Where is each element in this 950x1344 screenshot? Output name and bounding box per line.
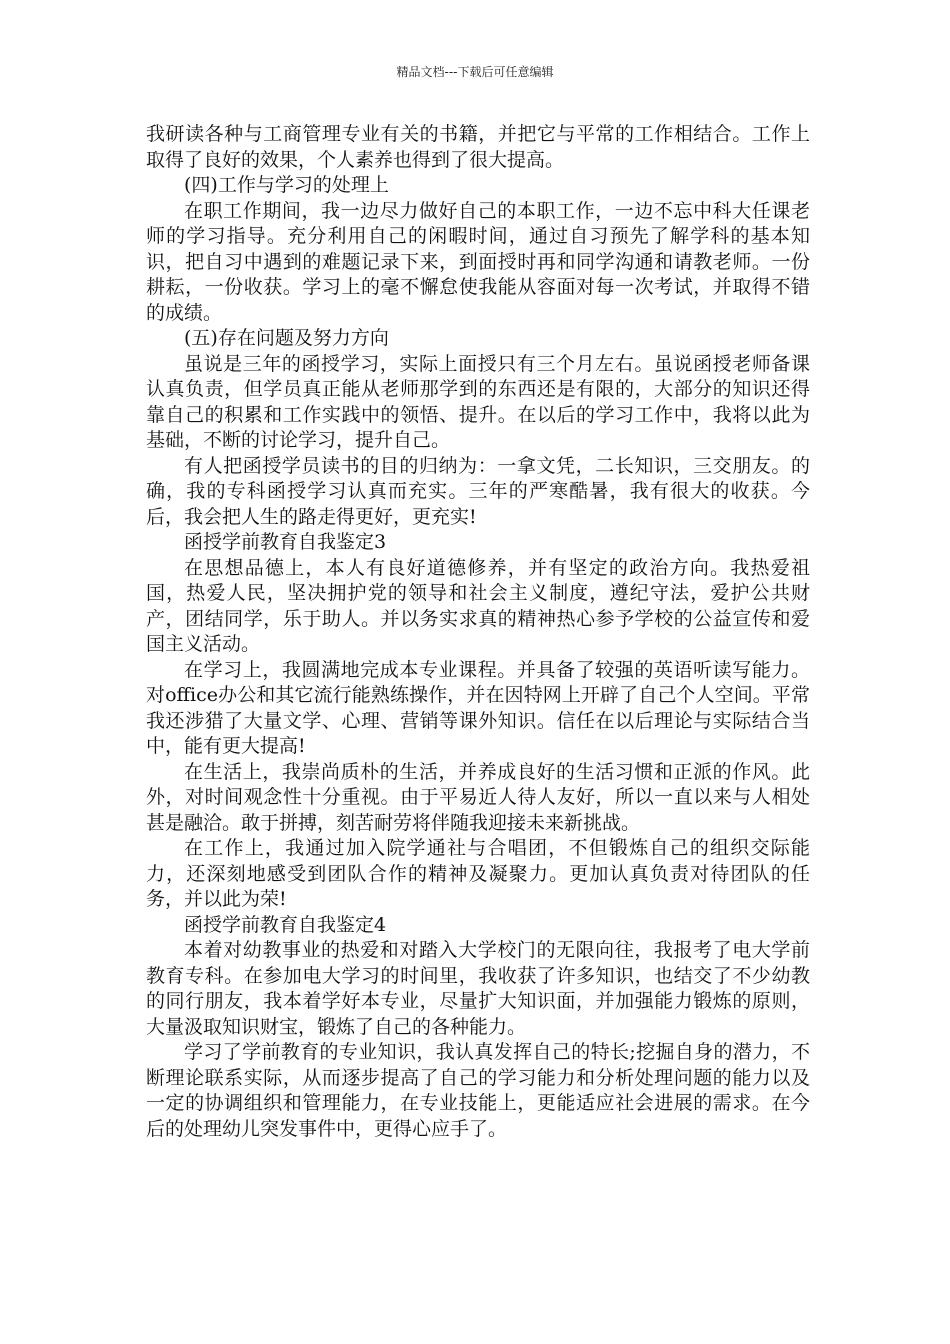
- section-heading: 函授学前教育自我鉴定3: [184, 531, 387, 553]
- paragraph: 在职工作期间，我一边尽力做好自己的本职工作，一边不忘中科大任课老师的学习指导。充分利用自己的闲暇时间，通过自习预先了解学科的基本知识，把自习中遇到的难题记录下来，到面授时再和同学沟通和请教老师。一份耕耘，一份收获。学习上的毫不懈怠使我能从容面对每一次考试，并取得不错的成绩。: [146, 199, 810, 324]
- paragraph: 学习了学前教育的专业知识，我认真发挥自己的特长;挖掘自身的潜力，不断理论联系实际，从而逐步提高了自己的学习能力和分析处理问题的能力以及一定的协调组织和管理能力，在专业技能上，更能适应社会进展的需求。在今后的处理幼儿突发事件中，更得心应手了。: [146, 1041, 810, 1140]
- document-body: [146, 122, 810, 1142]
- section-heading: 函授学前教育自我鉴定4: [184, 913, 387, 936]
- page-header: 精品文档---下载后可任意编辑: [396, 65, 554, 79]
- section-heading: (四)工作与学习的处理上: [184, 174, 389, 196]
- paragraph: 在学习上，我圆满地完成本专业课程。并具备了较强的英语听读写能力。对office办公和其它流行能熟练操作，并在因特网上开辟了自己个人空间。平常我还涉猎了大量文学、心理、营销等课外知识。信任在以后理论与实际结合当中，能有更大提高!: [146, 658, 810, 757]
- paragraph: 本着对幼教事业的热爱和对踏入大学校门的无限向往，我报考了电大学前教育专科。在参加电大学习的时间里，我收获了许多知识，也结交了不少幼教的同行朋友，我本着学好本专业，尽量扩大知识面，并加强能力锻炼的原则，大量汲取知识财宝，锻炼了自己的各种能力。: [146, 939, 810, 1038]
- paragraph: 我研读各种与工商管理专业有关的书籍，并把它与平常的工作相结合。工作上取得了良好的效果，个人素养也得到了很大提高。: [146, 123, 810, 171]
- paragraph: 在工作上，我通过加入院学通社与合唱团，不但锻炼自己的组织交际能力，还深刻地感受到团队合作的精神及凝聚力。更加认真负责对待团队的任务，并以此为荣!: [146, 837, 810, 910]
- section-heading: (五)存在问题及努力方向: [184, 327, 389, 349]
- paragraph: 有人把函授学员读书的目的归纳为：一拿文凭，二长知识，三交朋友。的确，我的专科函授学习认真而充实。三年的严寒酷暑，我有很大的收获。今后，我会把人生的路走得更好，更充实!: [146, 454, 810, 528]
- paragraph: 在思想品德上，本人有良好道德修养，并有坚定的政治方向。我热爱祖国，热爱人民，坚决拥护党的领导和社会主义制度，遵纪守法，爱护公共财产，团结同学，乐于助人。并以务实求真的精神热心参予学校的公益宣传和爱国主义活动。: [146, 556, 810, 655]
- paragraph: 在生活上，我崇尚质朴的生活，并养成良好的生活习惯和正派的作风。此外，对时间观念性十分重视。由于平易近人待人友好，所以一直以来与人相处甚是融洽。敢于拼搏，刻苦耐劳将伴随我迎接未来新挑战。: [146, 760, 810, 834]
- paragraph: 虽说是三年的函授学习，实际上面授只有三个月左右。虽说函授老师备课认真负责，但学员真正能从老师那学到的东西还是有限的，大部分的知识还得靠自己的积累和工作实践中的领悟、提升。在以后的学习工作中，我将以此为基础，不断的讨论学习，提升自己。: [146, 352, 810, 451]
